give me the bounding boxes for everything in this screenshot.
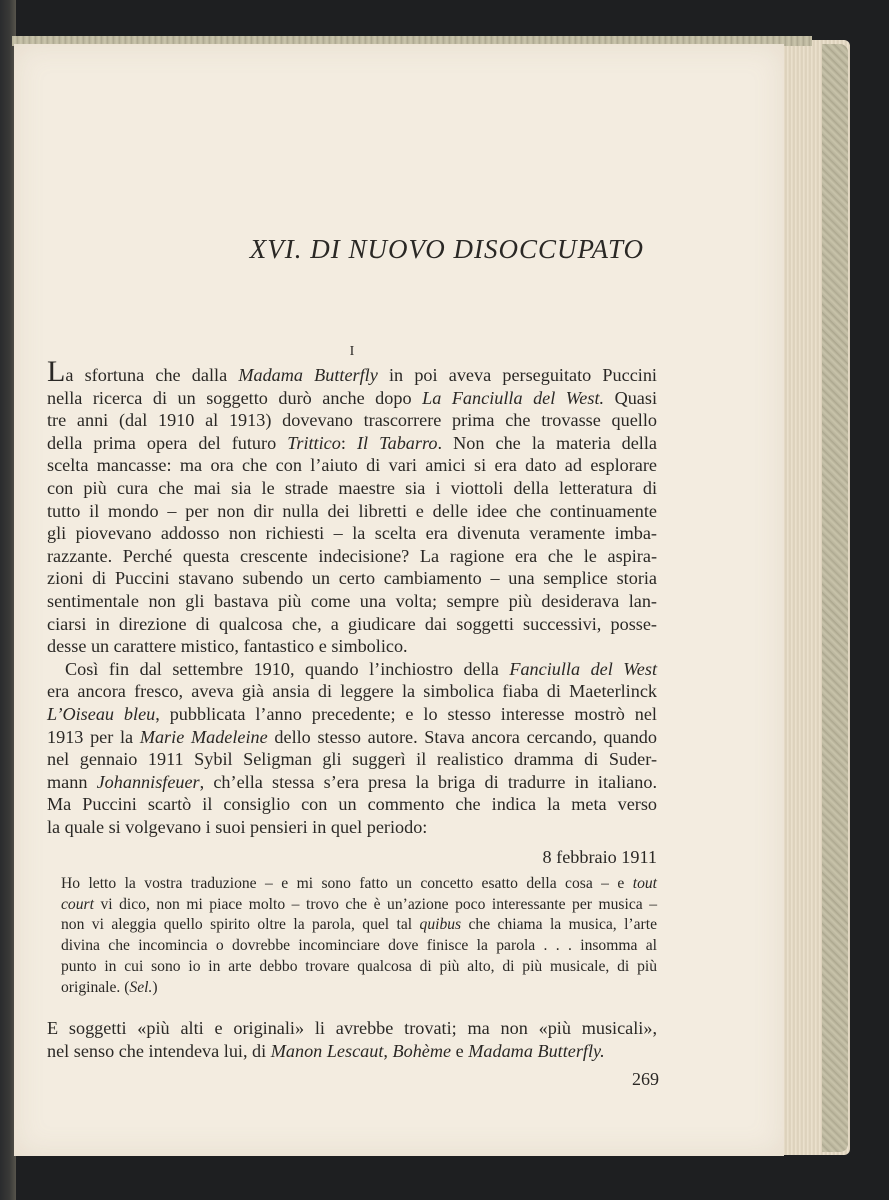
paragraph-1 <box>47 355 658 658</box>
text-span: , pubblicata l’anno precedente; e lo stesso interesse mostrò nel <box>155 703 657 724</box>
text-span: che chiama la musica, l’arte <box>461 916 657 934</box>
text-line <box>61 874 657 895</box>
text-line <box>47 432 657 455</box>
text-span: Quasi <box>604 387 658 408</box>
italic-text: Madama Butterfly <box>238 365 378 385</box>
italic-text: Sel. <box>129 978 153 996</box>
text-line <box>47 409 657 432</box>
text-line <box>47 748 657 771</box>
text-span: punto in cui sono io in arte debbo trovare qualcosa di più alto, di più musicale, di più <box>61 957 657 975</box>
italic-text: Madama Butterfly. <box>468 1040 605 1061</box>
text-span: in poi aveva perseguitato Puccini <box>377 365 657 385</box>
italic-text: Marie Madeleine <box>139 726 268 747</box>
italic-text: Manon Lescaut <box>270 1040 384 1061</box>
text-span: originale. ( <box>61 978 130 996</box>
text-span: divina che incomincia o dovrebbe incominciare dove finisce la parola . . . insomma al <box>61 937 657 955</box>
text-line <box>47 816 657 839</box>
italic-text: quibus <box>419 916 462 934</box>
italic-text: Trittico <box>287 432 341 453</box>
text-line <box>47 545 657 568</box>
text-line <box>61 915 657 936</box>
body-text <box>47 355 658 838</box>
text-span: Ma Puccini scartò il consiglio con un commento che indica la meta verso <box>47 794 657 815</box>
text-span: zioni di Puccini stavano subendo un certo cambiamento – una semplice storia <box>47 568 657 589</box>
italic-text: tout <box>632 875 657 892</box>
chapter-title: XVI. DI NUOVO DISOCCUPATO <box>249 234 644 264</box>
text-line <box>61 957 657 978</box>
drop-cap: L <box>47 355 66 388</box>
text-line <box>47 1017 657 1040</box>
text-line <box>47 703 657 726</box>
text-span: gli piovevano addosso non richiesti – la scelta era divenuta veramente imba- <box>47 523 657 544</box>
text-span: dello stesso autore. Stava ancora cercando, quando <box>267 726 657 747</box>
text-span: a sfortuna che dalla <box>65 365 239 385</box>
text-line <box>47 567 657 590</box>
text-span: ciarsi in direzione di qualcosa che, a giudicare dai soggetti successivi, posse- <box>47 613 657 634</box>
text-span: la quale si volgevano i suoi pensieri in quel periodo: <box>47 816 428 837</box>
text-span: tre anni (dal 1910 al 1913) dovevano trascorrere prima che trovasse quello <box>47 410 657 431</box>
text-line <box>47 635 657 658</box>
text-span: mann <box>47 771 97 792</box>
text-span: vi dico, non mi piace molto – trovo che è un’azione poco interessante per musica – <box>93 895 657 913</box>
text-span: , ch’ella stessa s’era presa la briga di tradurre in italiano. <box>199 771 657 792</box>
letter-quote <box>61 874 657 998</box>
text-line <box>47 590 657 613</box>
text-span: era ancora fresco, aveva già ansia di leggere la simbolica fiaba di Maeterlinck <box>47 681 657 702</box>
text-span: E soggetti «più alti e originali» li avrebbe trovati; ma non «più musicali», <box>47 1018 657 1038</box>
text-span: Così fin dal settembre 1910, quando l’inchiostro della <box>65 658 510 679</box>
text-span: della prima opera del futuro <box>47 432 288 453</box>
italic-text: Fanciulla del West <box>509 658 657 679</box>
text-line <box>47 477 657 500</box>
paragraph-3 <box>47 1017 657 1062</box>
text-span: 1913 per la <box>47 726 140 747</box>
text-line <box>47 793 657 816</box>
text-line <box>61 936 657 957</box>
text-span: . Non che la materia della <box>437 432 657 453</box>
paragraph-2 <box>47 658 657 839</box>
book-page <box>14 44 784 1156</box>
text-line <box>47 355 657 388</box>
text-span: razzante. Perché questa crescente indecisione? La ragione era che le aspira- <box>47 545 657 566</box>
text-line <box>47 726 657 749</box>
text-span: sentimentale non gli bastava più come una volta; sempre più desiderava lan- <box>47 590 657 611</box>
text-span: scelta mancasse: ma ora che con l’aiuto di vari amici si era dato ad esplorare <box>47 455 657 476</box>
text-span: nel senso che intendeva lui, di <box>47 1040 271 1061</box>
letter-date: 8 febbraio 1911 <box>542 847 657 867</box>
text-line <box>47 454 657 477</box>
text-line <box>47 680 657 703</box>
book-cover-right-edge <box>822 44 848 1152</box>
italic-text: Bohème <box>392 1040 452 1061</box>
text-span: tutto il mondo – per non dir nulla dei libretti e delle idee che continuamente <box>47 500 657 521</box>
italic-text: Johannisfeuer <box>96 771 200 792</box>
italic-text: La Fanciulla del West. <box>422 387 605 408</box>
text-span: non vi aleggia quello spirito oltre la parola, quel tal <box>61 916 420 934</box>
text-span: con più cura che mai sia le strade maestre sia i viottoli della letteratura di <box>47 477 657 498</box>
text-line <box>47 658 657 681</box>
text-line <box>61 895 657 916</box>
italic-text: L’Oiseau bleu <box>47 703 156 724</box>
text-line <box>47 500 657 523</box>
text-line <box>47 1040 657 1063</box>
italic-text: court <box>61 895 94 913</box>
text-line <box>61 978 657 999</box>
text-span: Ho letto la vostra traduzione – e mi sono fatto un concetto esatto della cosa – e <box>61 875 633 892</box>
text-span: ) <box>152 978 158 996</box>
text-span: desse un carattere mistico, fantastico e simbolico. <box>47 636 408 657</box>
page-number: 269 <box>632 1069 659 1089</box>
text-line <box>47 613 657 636</box>
text-span: nel gennaio 1911 Sybil Seligman gli suggerì il realistico dramma di Suder- <box>47 749 657 770</box>
text-span: : <box>340 432 357 453</box>
text-span: e <box>451 1040 469 1061</box>
section-number: I <box>349 344 355 359</box>
text-line <box>47 387 657 410</box>
text-span: nella ricerca di un soggetto durò anche dopo <box>47 387 423 408</box>
text-span: , <box>383 1040 393 1061</box>
text-line <box>47 522 657 545</box>
text-line <box>47 771 657 794</box>
italic-text: Il Tabarro <box>356 432 438 453</box>
